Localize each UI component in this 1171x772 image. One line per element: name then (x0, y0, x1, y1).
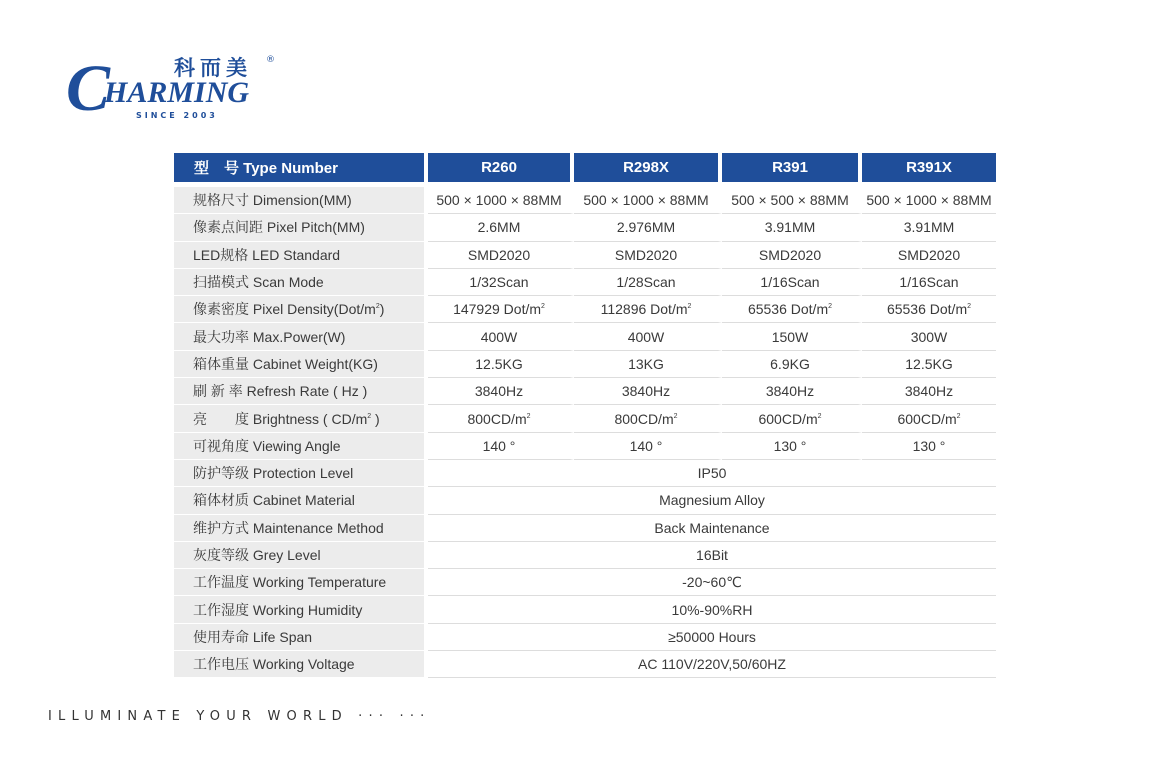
row-label: 箱体材质 Cabinet Material (174, 487, 428, 514)
row-label: 维护方式 Maintenance Method (174, 515, 428, 542)
spec-table (174, 153, 996, 678)
table-row (174, 651, 996, 678)
spec-cell-merged: AC 110V/220V,50/60HZ (428, 651, 996, 678)
spec-cell: SMD2020 (862, 242, 996, 269)
row-label: LED规格 LED Standard (174, 242, 428, 269)
spec-cell: 3840Hz (428, 378, 574, 405)
spec-cell: 147929 Dot/$m^2$ (428, 296, 574, 323)
row-label: 工作温度 Working Temperature (174, 569, 428, 596)
spec-cell: SMD2020 (722, 242, 862, 269)
table-row (174, 460, 996, 487)
table-row (174, 405, 996, 432)
table-row (174, 351, 996, 378)
row-label: 工作电压 Working Voltage (174, 651, 428, 678)
spec-cell: 500 × 1000 × 88MM (862, 187, 996, 214)
table-row (174, 433, 996, 460)
row-label: 刷 新 率 Refresh Rate ( Hz ) (174, 378, 428, 405)
spec-cell: 12.5KG (428, 351, 574, 378)
spec-cell: SMD2020 (574, 242, 722, 269)
spec-cell: 2.976MM (574, 214, 722, 241)
spec-cell-merged: ≥50000 Hours (428, 624, 996, 651)
brand-logo (64, 52, 279, 124)
table-row (174, 596, 996, 623)
spec-cell: 12.5KG (862, 351, 996, 378)
spec-cell: 1/32Scan (428, 269, 574, 296)
row-label: 可视角度 Viewing Angle (174, 433, 428, 460)
logo-word: HARMING (104, 76, 250, 109)
spec-cell: 65536 Dot/$m^2$ (862, 296, 996, 323)
spec-cell: $800CD/m^2$ (428, 405, 574, 432)
table-row (174, 323, 996, 350)
spec-cell-merged: Magnesium Alloy (428, 487, 996, 514)
spec-cell-merged: Back Maintenance (428, 515, 996, 542)
table-row (174, 296, 996, 323)
spec-body (174, 187, 996, 678)
logo-letter: C (66, 52, 111, 125)
spec-cell: 2.6MM (428, 214, 574, 241)
spec-cell: 3.91MM (722, 214, 862, 241)
spec-cell: 3840Hz (862, 378, 996, 405)
header-row (174, 153, 996, 182)
spec-cell-merged: 16Bit (428, 542, 996, 569)
row-label: 规格尺寸 Dimension(MM) (174, 187, 428, 214)
spec-cell: $800CD/m^2$ (574, 405, 722, 432)
header-model: R391 (722, 153, 862, 182)
spec-cell: 140 ° (428, 433, 574, 460)
spec-cell: 3840Hz (574, 378, 722, 405)
row-label: 箱体重量 Cabinet Weight(KG) (174, 351, 428, 378)
header-type-number: 型 号 Type Number (174, 153, 428, 182)
row-label: 最大功率 Max.Power(W) (174, 323, 428, 350)
spec-cell: 3840Hz (722, 378, 862, 405)
row-label: 使用寿命 Life Span (174, 624, 428, 651)
row-label: 像素密度 Pixel $Density(Dot/m^2)$ (174, 296, 428, 323)
spec-cell: 130 ° (722, 433, 862, 460)
header-model: R298X (574, 153, 722, 182)
spec-cell-merged: -20~60℃ (428, 569, 996, 596)
spec-cell: 400W (574, 323, 722, 350)
row-label: 亮 度 Brightness ( $CD/m^2$ ) (174, 405, 428, 432)
header-model: R391X (862, 153, 996, 182)
table-row (174, 214, 996, 241)
spec-cell: 1/16Scan (862, 269, 996, 296)
spec-cell: 400W (428, 323, 574, 350)
table-row (174, 269, 996, 296)
spec-cell: 140 ° (574, 433, 722, 460)
spec-cell: 150W (722, 323, 862, 350)
logo-chinese-name: 科而美 (174, 56, 252, 80)
spec-cell: 500 × 1000 × 88MM (574, 187, 722, 214)
row-label: 工作湿度 Working Humidity (174, 596, 428, 623)
row-label: 防护等级 Protection Level (174, 460, 428, 487)
table-row (174, 378, 996, 405)
spec-cell: 112896 Dot/$m^2$ (574, 296, 722, 323)
table-row (174, 542, 996, 569)
spec-cell: 65536 Dot/$m^2$ (722, 296, 862, 323)
spec-cell: $600CD/m^2$ (862, 405, 996, 432)
spec-cell: 1/28Scan (574, 269, 722, 296)
footer-tagline: ILLUMINATE YOUR WORLD ··· ··· (48, 709, 431, 724)
row-label: 灰度等级 Grey Level (174, 542, 428, 569)
row-label: 扫描模式 Scan Mode (174, 269, 428, 296)
table-row (174, 569, 996, 596)
table-row (174, 242, 996, 269)
spec-cell: SMD2020 (428, 242, 574, 269)
logo-since: SINCE 2003 (136, 111, 218, 120)
table-row (174, 187, 996, 214)
table-row (174, 624, 996, 651)
spec-cell-merged: 10%-90%RH (428, 596, 996, 623)
table-row (174, 487, 996, 514)
spec-cell: 3.91MM (862, 214, 996, 241)
spec-cell: 6.9KG (722, 351, 862, 378)
spec-cell: 1/16Scan (722, 269, 862, 296)
table-row (174, 515, 996, 542)
spec-cell: 13KG (574, 351, 722, 378)
spec-cell: 300W (862, 323, 996, 350)
spec-cell: 500 × 500 × 88MM (722, 187, 862, 214)
spec-cell: $600CD/m^2$ (722, 405, 862, 432)
spec-cell: 130 ° (862, 433, 996, 460)
spec-cell-merged: IP50 (428, 460, 996, 487)
header-model: R260 (428, 153, 574, 182)
registered-mark: ® (266, 55, 275, 65)
spec-cell: 500 × 1000 × 88MM (428, 187, 574, 214)
row-label: 像素点间距 Pixel Pitch(MM) (174, 214, 428, 241)
